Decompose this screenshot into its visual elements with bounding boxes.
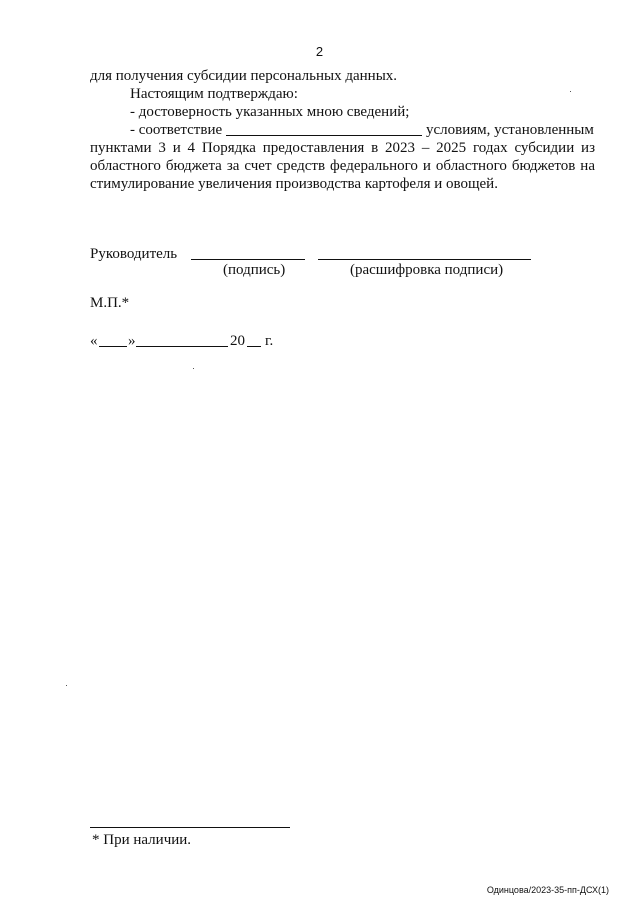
scan-speck <box>570 91 571 92</box>
scan-speck <box>193 368 194 369</box>
body-line-4-suffix: условиям, установленным <box>426 122 594 138</box>
body-line-3: - достоверность указанных мною сведений; <box>130 104 410 120</box>
date-month-blank <box>136 346 228 347</box>
date-open-quote: « <box>90 333 98 349</box>
date-year-blank <box>247 346 261 347</box>
signature-decode-caption: (расшифровка подписи) <box>350 262 504 278</box>
document-code: Одинцова/2023-35-пп-ДСХ(1) <box>486 885 609 895</box>
role-label: Руководитель <box>90 246 178 262</box>
body-line-4-prefix: - соответствие <box>130 122 223 138</box>
body-paragraph: пунктами 3 и 4 Порядка предоставления в 2023 – 2025 годах субсидии из областного бюджета за счет средств федерального и областного бюджетов на стимулирование увеличения производства картофеля и овощей. <box>90 140 595 192</box>
signature-caption: (подпись) <box>223 262 286 278</box>
date-year-prefix: 20 <box>230 333 245 349</box>
signature-decode-line <box>318 259 531 260</box>
date-close-quote: » <box>128 333 136 349</box>
footnote-text: * При наличии. <box>92 832 192 848</box>
seal-label: М.П.* <box>90 295 130 311</box>
date-day-blank <box>99 346 127 347</box>
body-line-1: для получения субсидии персональных данных. <box>90 68 398 84</box>
body-line-2: Настоящим подтверждаю: <box>130 86 298 102</box>
signature-line <box>191 259 305 260</box>
page-number: 2 <box>315 44 324 59</box>
footnote-rule <box>90 827 290 828</box>
conformity-blank-line <box>226 135 422 136</box>
scan-speck <box>66 685 67 686</box>
date-year-suffix: г. <box>265 333 274 349</box>
